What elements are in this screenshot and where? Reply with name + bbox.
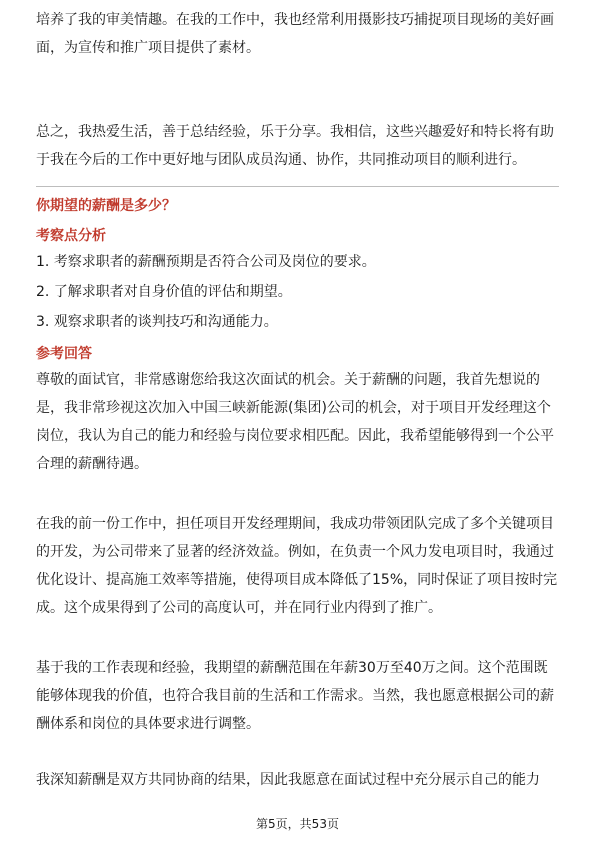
intro-paragraph: 培养了我的审美情趣。在我的工作中，我也经常利用摄影技巧捕捉项目现场的美好画面，为宣传和推广项目提供了素材。 xyxy=(36,12,554,56)
analysis-item: 2. 了解求职者对自身价值的评估和期望。 xyxy=(36,284,292,300)
summary-paragraph: 总之，我热爱生活，善于总结经验，乐于分享。我相信，这些兴趣爱好和特长将有助于我在今后的工作中更好地与团队成员沟通、协作，共同推动项目的顺利进行。 xyxy=(36,124,554,168)
answer-heading: 参考回答 xyxy=(36,346,92,362)
answer-paragraph: 基于我的工作表现和经验，我期望的薪酬范围在年薪30万至40万之间。这个范围既能够体现我的价值，也符合我目前的生活和工作需求。当然，我也愿意根据公司的薪酬体系和岗位的具体要求进行调整。 xyxy=(36,660,554,732)
answer-paragraph: 尊敬的面试官，非常感谢您给我这次面试的机会。关于薪酬的问题，我首先想说的是，我非常珍视这次加入中国三峡新能源(集团)公司的机会，对于项目开发经理这个岗位，我认为自己的能力和经验与岗位要求相匹配。因此，我希望能够得到一个公平合理的薪酬待遇。 xyxy=(36,372,554,472)
analysis-item: 1. 考察求职者的薪酬预期是否符合公司及岗位的要求。 xyxy=(36,254,376,270)
page-footer: 第5页，共53页 xyxy=(256,817,339,831)
section-divider xyxy=(36,186,559,187)
answer-paragraph: 我深知薪酬是双方共同协商的结果，因此我愿意在面试过程中充分展示自己的能力 xyxy=(36,772,540,788)
question-heading: 你期望的薪酬是多少？ xyxy=(36,198,176,214)
analysis-item: 3. 观察求职者的谈判技巧和沟通能力。 xyxy=(36,314,278,330)
answer-paragraph: 在我的前一份工作中，担任项目开发经理期间，我成功带领团队完成了多个关键项目的开发，为公司带来了显著的经济效益。例如，在负责一个风力发电项目时，我通过优化设计、提高施工效率等措施，使得项目成本降低了15%，同时保证了项目按时完成。这个成果得到了公司的高度认可，并在同行业内得到了推广。 xyxy=(36,516,558,616)
analysis-heading: 考察点分析 xyxy=(36,228,106,244)
